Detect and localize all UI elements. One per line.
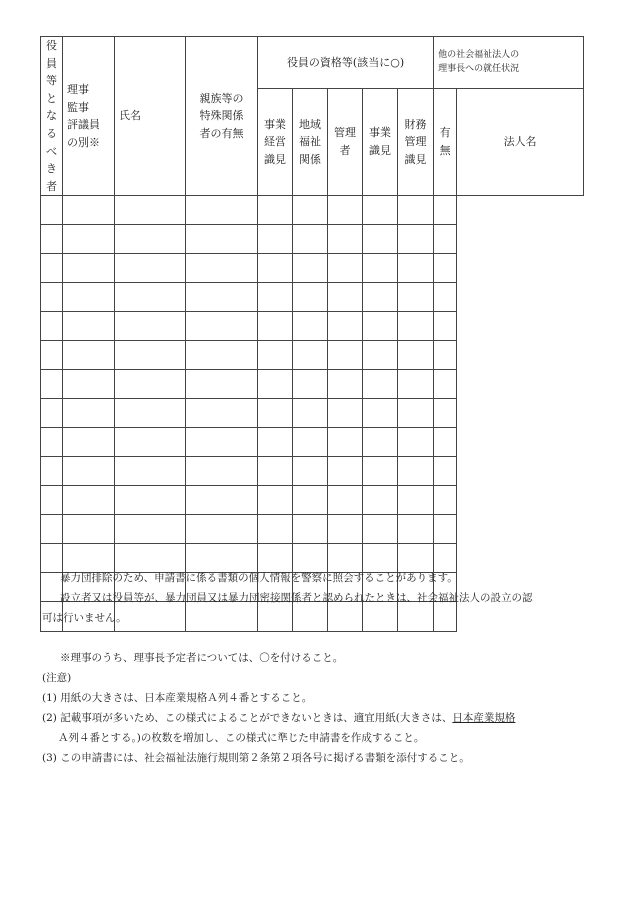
entry-cell[interactable] [258,399,293,428]
entry-cell[interactable] [328,225,363,254]
col-q4-line: 事業 [369,126,391,140]
entry-cell[interactable] [115,312,186,341]
col-name [115,37,186,196]
entry-cell[interactable] [258,428,293,457]
notes [42,568,587,768]
col-q1 [258,88,293,196]
entry-cell[interactable] [258,283,293,312]
col-q1-line: 経営 [264,135,286,149]
col-q1-line: 識見 [264,152,286,166]
entry-cell[interactable] [115,225,186,254]
table-row [41,399,584,428]
col-relatives-line: 特殊関係 [199,109,244,123]
entry-cell[interactable] [328,283,363,312]
col-corp-text: 法人名 [503,135,537,149]
entry-cell[interactable] [115,486,186,515]
table-row [41,486,584,515]
entry-cell[interactable] [186,457,258,486]
entry-cell[interactable] [293,312,328,341]
entry-cell[interactable] [434,312,457,341]
entry-cell[interactable] [41,341,63,370]
entry-cell[interactable] [41,486,63,515]
entry-cell[interactable] [328,254,363,283]
entry-cell[interactable] [258,515,293,544]
entry-cell[interactable] [63,515,115,544]
entry-cell[interactable] [434,399,457,428]
entry-cell[interactable] [328,428,363,457]
entry-cell[interactable] [398,225,434,254]
col-director-line: 評議員 [67,118,100,132]
caution-1: (1) 用紙の大きさは、日本産業規格Ａ列４番とすること。 [42,692,313,704]
side-label-line: 役 [46,39,57,52]
entry-cell[interactable] [363,196,398,225]
note-2b: 可は行いません。 [42,612,127,624]
col-yesno [434,88,457,196]
col-q2-line: 関係 [299,152,321,166]
entry-cell[interactable] [434,457,457,486]
col-director-line: 監事 [67,100,89,114]
entry-cell[interactable] [186,515,258,544]
col-name-text: 氏名 [119,109,141,123]
entry-cell[interactable] [63,254,115,283]
col-relatives-line: 者の有無 [199,126,244,140]
entry-cell[interactable] [434,486,457,515]
entry-cell[interactable] [41,370,63,399]
caution-2a [42,708,587,728]
table-row [41,515,584,544]
entry-cell[interactable] [41,225,63,254]
entry-cell[interactable] [115,428,186,457]
entry-cell[interactable] [115,283,186,312]
table-row [41,225,584,254]
entry-cell[interactable] [293,486,328,515]
entry-cell[interactable] [258,196,293,225]
entry-cell[interactable] [398,341,434,370]
entry-cell[interactable] [398,312,434,341]
entry-cell[interactable] [363,283,398,312]
entry-cell[interactable] [293,196,328,225]
col-q1-line: 事業 [264,117,286,131]
entry-cell[interactable] [115,254,186,283]
entry-cell[interactable] [328,196,363,225]
side-label-line: 員 [46,56,57,70]
entry-cell[interactable] [328,515,363,544]
col-q2-line: 福祉 [299,135,321,149]
table-row [41,370,584,399]
entry-cell[interactable] [398,254,434,283]
entry-cell[interactable] [115,370,186,399]
entry-cell[interactable] [363,486,398,515]
group-qualification [258,37,434,89]
table-row [41,196,584,225]
entry-cell[interactable] [398,515,434,544]
entry-cell[interactable] [363,399,398,428]
entry-cell[interactable] [293,428,328,457]
entry-cell[interactable] [63,312,115,341]
caution-2a-text: (2) 記載事項が多いため、この様式によることができないときは、適宜用紙(大きさは、 [42,712,453,724]
entry-cell[interactable] [328,312,363,341]
entry-cell[interactable] [363,225,398,254]
entry-cell[interactable] [258,370,293,399]
group-qualification-text: 役員の資格等(該当に○) [286,55,405,69]
entry-cell[interactable] [63,486,115,515]
entry-cell[interactable] [434,515,457,544]
note-2a: 設立者又は役員等が、暴力団員又は暴力団密接関係者と認められたときは、社会福祉法人の設立の認 [60,592,533,604]
officer-table [40,36,584,632]
entry-cell[interactable] [258,457,293,486]
entry-cell[interactable] [328,457,363,486]
asterisk-note: ※理事のうち、理事長予定者については、〇を付けること。 [60,652,344,664]
col-q2 [293,88,328,196]
table-row [41,341,584,370]
entry-cell[interactable] [363,428,398,457]
entry-cell[interactable] [363,254,398,283]
entry-cell[interactable] [41,428,63,457]
side-label-line: き [46,162,57,176]
entry-cell[interactable] [63,283,115,312]
entry-cell[interactable] [63,196,115,225]
entry-cell[interactable] [398,370,434,399]
col-q5-line: 財務 [404,117,427,131]
col-director-line: の別※ [67,135,100,149]
entry-cell[interactable] [398,283,434,312]
entry-cell[interactable] [186,225,258,254]
entry-cell[interactable] [434,341,457,370]
side-label-line: べ [46,144,57,158]
entry-cell[interactable] [434,254,457,283]
entry-cell[interactable] [258,312,293,341]
col-director-type [63,37,115,196]
entry-cell[interactable] [41,283,63,312]
entry-cell[interactable] [434,370,457,399]
caution-2b: Ａ列４番とする。)の枚数を増加し、この様式に準じた申請書を作成すること。 [58,732,425,744]
col-q5-line: 管理 [404,135,427,149]
col-relatives-line: 親族等の [199,91,244,105]
entry-cell[interactable] [186,399,258,428]
entry-cell[interactable] [186,341,258,370]
entry-cell[interactable] [186,370,258,399]
side-label-line: と [46,91,57,105]
entry-cell[interactable] [186,254,258,283]
entry-cell[interactable] [186,312,258,341]
entry-cell[interactable] [115,515,186,544]
table-row [41,254,584,283]
entry-cell[interactable] [258,254,293,283]
col-q5-line: 識見 [404,152,427,166]
col-q3 [328,88,363,196]
entry-cell[interactable] [293,225,328,254]
entry-cell[interactable] [398,196,434,225]
col-q2-line: 地域 [299,117,321,131]
entry-cell[interactable] [115,196,186,225]
entry-cell[interactable] [293,254,328,283]
col-yesno-line: 無 [439,144,451,158]
entry-cell[interactable] [186,486,258,515]
entry-cell[interactable] [41,312,63,341]
side-label-line: 等 [46,74,57,88]
caution-2a-underlined: 日本産業規格 [452,712,516,724]
caution-heading: (注意) [42,672,72,684]
entry-cell[interactable] [63,370,115,399]
note-1: 暴力団排除のため、申請書に係る書類の個人情報を警察に照会することがあります。 [60,572,458,584]
entry-cell[interactable] [293,399,328,428]
entry-cell[interactable] [434,225,457,254]
side-label [41,37,63,196]
entry-cell[interactable] [398,399,434,428]
entry-cell[interactable] [293,283,328,312]
entry-cell[interactable] [328,370,363,399]
table-row [41,457,584,486]
entry-cell[interactable] [115,457,186,486]
group-other-line: 他の社会福祉法人の [438,49,520,60]
entry-cell[interactable] [398,428,434,457]
entry-cell[interactable] [363,515,398,544]
entry-cell[interactable] [293,515,328,544]
entry-cell[interactable] [434,196,457,225]
col-q4-line: 識見 [369,144,391,158]
group-other-corp [434,37,584,89]
table-row [41,312,584,341]
side-label-line: る [46,126,57,140]
entry-cell[interactable] [328,486,363,515]
entry-cell[interactable] [258,225,293,254]
entry-cell[interactable] [115,399,186,428]
entry-cell[interactable] [63,399,115,428]
col-q4 [363,88,398,196]
entry-cell[interactable] [41,457,63,486]
entry-cell[interactable] [398,486,434,515]
entry-cell[interactable] [398,457,434,486]
entry-cell[interactable] [41,399,63,428]
entry-cell[interactable] [434,283,457,312]
entry-cell[interactable] [186,428,258,457]
entry-cell[interactable] [63,341,115,370]
entry-cell[interactable] [363,341,398,370]
entry-cell[interactable] [434,428,457,457]
group-other-line: 理事長への就任状況 [438,64,520,75]
entry-cell[interactable] [293,457,328,486]
entry-cell[interactable] [363,457,398,486]
table-row [41,283,584,312]
col-relatives [186,37,258,196]
side-label-line: 者 [46,179,57,193]
side-label-line: な [46,109,57,123]
entry-cell[interactable] [63,225,115,254]
entry-cell[interactable] [63,428,115,457]
col-q3-line: 管理 [334,126,356,140]
table-row [41,428,584,457]
col-director-line: 理事 [67,82,89,96]
entry-cell[interactable] [293,370,328,399]
entry-cell[interactable] [293,341,328,370]
entry-cell[interactable] [258,486,293,515]
entry-cell[interactable] [363,312,398,341]
entry-cell[interactable] [328,341,363,370]
col-corp-name [457,88,584,196]
entry-cell[interactable] [258,341,293,370]
col-q5 [398,88,434,196]
entry-cell[interactable] [328,399,363,428]
col-yesno-line: 有 [439,126,451,140]
entry-cell[interactable] [186,196,258,225]
entry-cell[interactable] [41,196,63,225]
entry-cell[interactable] [41,515,63,544]
entry-cell[interactable] [363,370,398,399]
entry-cell[interactable] [41,254,63,283]
entry-cell[interactable] [63,457,115,486]
entry-cell[interactable] [115,341,186,370]
caution-3: (3) この申請書には、社会福祉法施行規則第２条第２項各号に掲げる書類を添付すること。 [42,752,470,764]
col-q3-line: 者 [339,144,351,158]
entry-cell[interactable] [186,283,258,312]
